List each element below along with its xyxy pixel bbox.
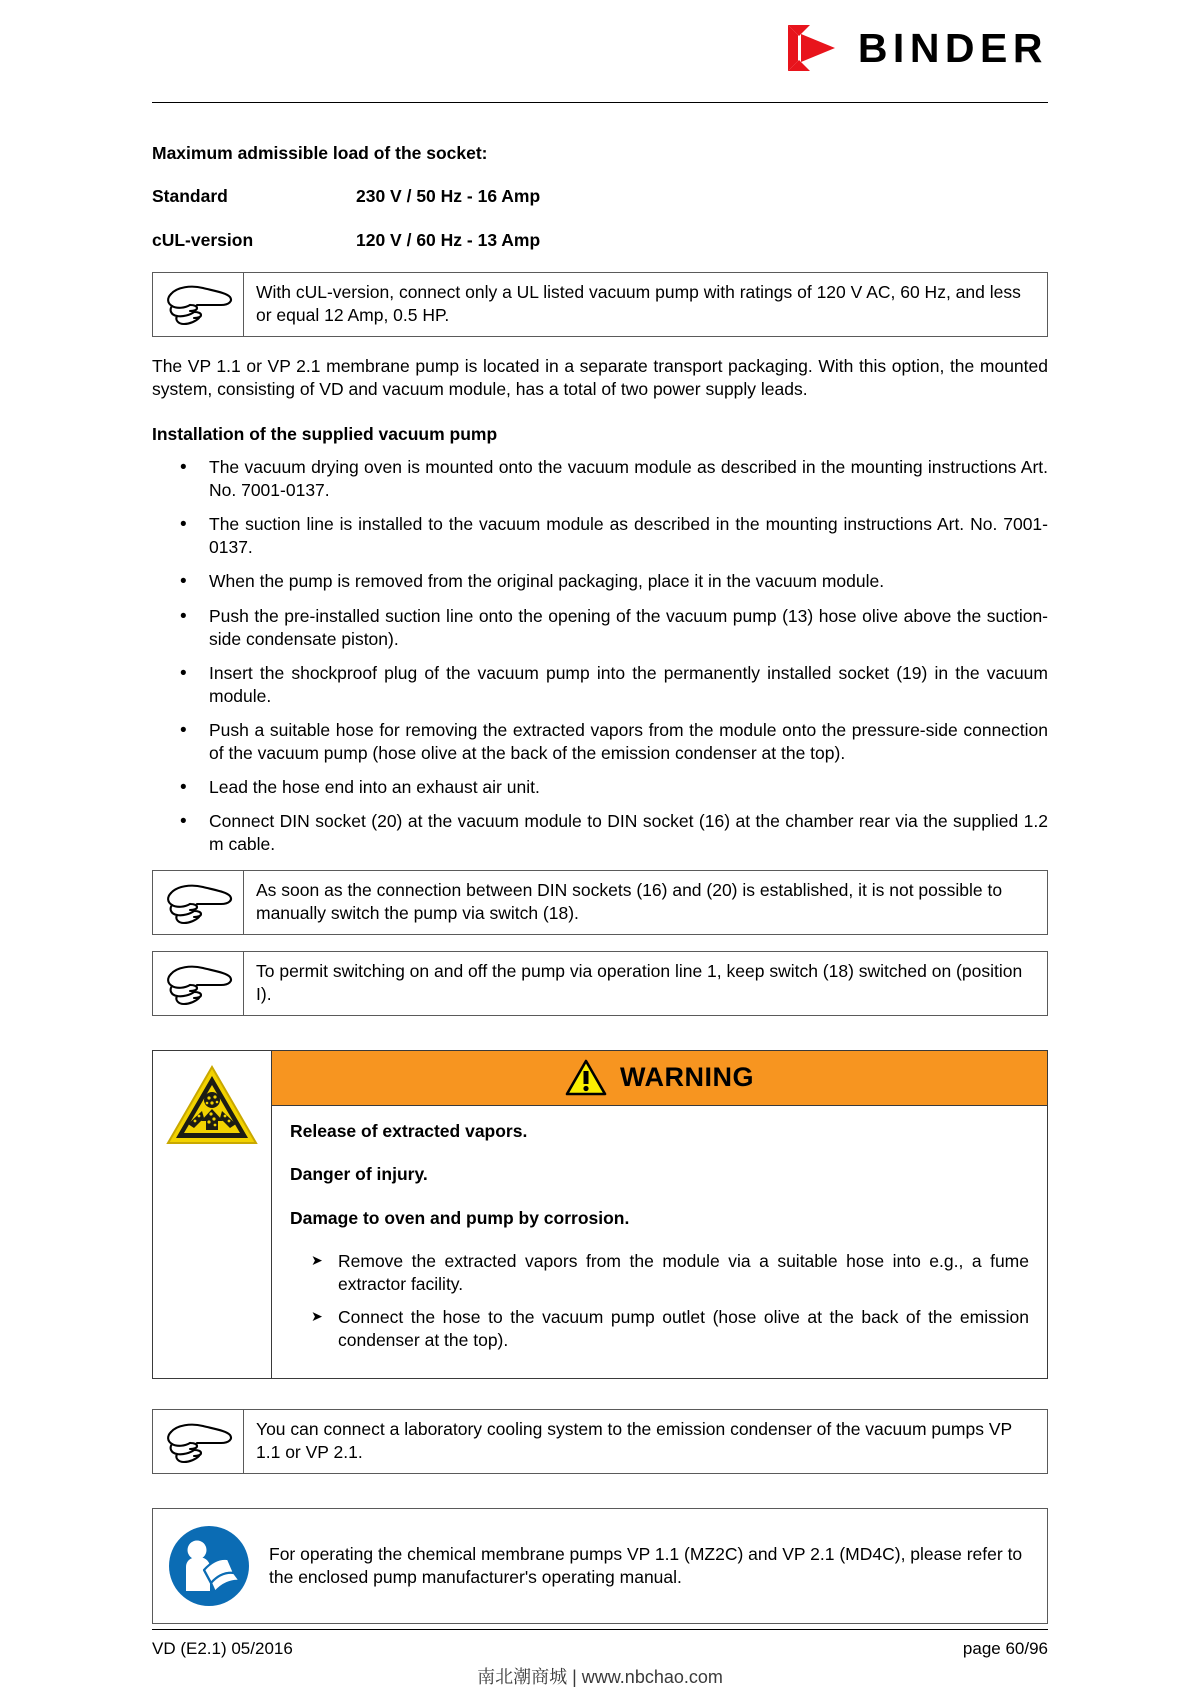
document-id: VD (E2.1) 05/2016: [152, 1639, 293, 1658]
pointing-hand-icon: [161, 961, 235, 1007]
list-item: ➤ Remove the extracted vapors from the module via a suitable hose into e.g., a fume extractor facility.: [290, 1250, 1029, 1296]
note-box: [152, 951, 1048, 1016]
warning-triangle-icon: [565, 1059, 607, 1097]
warning-actions-list: [290, 1250, 1029, 1352]
list-item: • The suction line is installed to the vacuum module as described in the mounting instructions Art. No. 7001-0137.: [152, 513, 1048, 559]
note-icon-cell: [153, 273, 244, 336]
read-instructions-icon: [168, 1525, 250, 1607]
pointing-hand-icon: [161, 880, 235, 926]
mandatory-note-box: [152, 1508, 1048, 1624]
pointing-hand-icon: [161, 281, 235, 327]
list-item: • Lead the hose end into an exhaust air unit.: [152, 776, 1048, 799]
warning-statement: Danger of injury.: [290, 1164, 428, 1185]
spec-row-standard: [152, 185, 1048, 208]
note-text: To permit switching on and off the pump via operation line 1, keep switch (18) switched on (position I).: [256, 961, 1023, 1005]
note-text: As soon as the connection between DIN sockets (16) and (20) is established, it is not possible to manually switch the pump via switch (18).: [256, 880, 1003, 924]
note-icon-cell: [153, 871, 244, 934]
header-divider: [152, 102, 1048, 103]
page-footer: [152, 1629, 1048, 1687]
binder-triangles-logo-icon: [788, 25, 844, 71]
footer-divider: [152, 1629, 1048, 1630]
socket-load-title: Maximum admissible load of the socket:: [152, 143, 488, 163]
warning-title: WARNING: [620, 1062, 754, 1093]
list-item: • When the pump is removed from the original packaging, place it in the vacuum module.: [152, 570, 1048, 593]
binder-logo: [788, 25, 1048, 71]
footer-row: [152, 1639, 1048, 1659]
spec-label: Standard: [152, 186, 228, 207]
spec-row-cul: [152, 229, 1048, 252]
note-box: [152, 1409, 1048, 1474]
warning-box: [152, 1050, 1048, 1379]
list-item: • Push a suitable hose for removing the extracted vapors from the module onto the pressure-side connection of the vacuum pump (hose olive at the back of the emission condenser at the top).: [152, 719, 1048, 765]
note-box: [152, 272, 1048, 337]
page-content: [152, 100, 1048, 1624]
spec-value: 230 V / 50 Hz - 16 Amp: [356, 186, 541, 207]
list-item: • Push the pre-installed suction line onto the opening of the vacuum pump (13) hose olive above the suction-side condensate piston).: [152, 605, 1048, 651]
list-item: • The vacuum drying oven is mounted onto the vacuum module as described in the mounting instructions Art. No. 7001-0137.: [152, 456, 1048, 502]
intro-paragraph: The VP 1.1 or VP 2.1 membrane pump is located in a separate transport packaging. With this option, the mounted system, consisting of VD and vacuum module, has a total of two power supply leads.: [152, 355, 1048, 399]
list-item: ➤ Connect the hose to the vacuum pump outlet (hose olive at the back of the emission condenser at the top).: [290, 1306, 1029, 1352]
page-number: page 60/96: [962, 1639, 1048, 1658]
note-icon-cell: [153, 1410, 244, 1473]
note-icon-cell: [153, 952, 244, 1015]
note-text: With cUL-version, connect only a UL listed vacuum pump with ratings of 120 V AC, 60 Hz, and less or equal 12 Amp, 0.5 HP.: [256, 281, 1021, 325]
spec-label: cUL-version: [152, 229, 254, 250]
warning-statement: Release of extracted vapors.: [290, 1121, 528, 1142]
toxic-vapors-hazard-icon: [166, 1064, 258, 1146]
warning-statement: Damage to oven and pump by corrosion.: [290, 1207, 630, 1228]
mandatory-note-text: For operating the chemical membrane pumps VP 1.1 (MZ2C) and VP 2.1 (MD4C), please refer to the enclosed pump manufacturer's operating manual.: [269, 1544, 1023, 1588]
list-item: • Insert the shockproof plug of the vacuum pump into the permanently installed socket (19) in the vacuum module.: [152, 662, 1048, 708]
watermark: 南北潮商城 | www.nbchao.com: [477, 1667, 723, 1687]
note-text: You can connect a laboratory cooling system to the emission condenser of the vacuum pumps VP 1.1 or VP 2.1.: [256, 1419, 1012, 1463]
spec-value: 120 V / 60 Hz - 13 Amp: [356, 229, 541, 250]
pointing-hand-icon: [161, 1419, 235, 1465]
warning-content: [272, 1106, 1047, 1378]
page-header: [152, 0, 1048, 100]
section-title: Installation of the supplied vacuum pump: [152, 423, 498, 444]
list-item: • Connect DIN socket (20) at the vacuum module to DIN socket (16) at the chamber rear via the supplied 1.2 m cable.: [152, 810, 1048, 856]
warning-body: [272, 1051, 1047, 1378]
hazard-icon-cell: [153, 1051, 272, 1378]
mandatory-icon-cell: [153, 1509, 265, 1623]
installation-steps-list: [152, 456, 1048, 856]
warning-bar: [272, 1051, 1047, 1106]
note-box: [152, 870, 1048, 935]
brand-name: BINDER: [857, 24, 1048, 71]
